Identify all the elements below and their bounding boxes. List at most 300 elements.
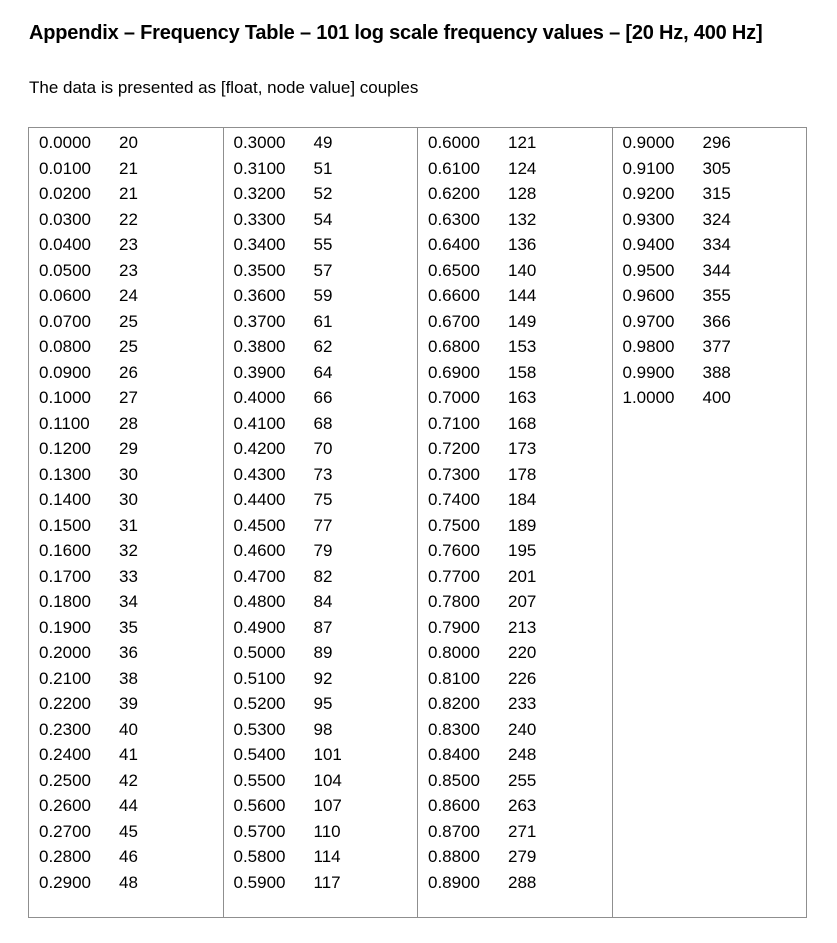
- float-value: 0.0400: [39, 235, 91, 254]
- table-row: [29, 615, 223, 641]
- float-value: 0.7500: [428, 515, 480, 535]
- float-value: 0.9100: [622, 158, 675, 178]
- node-value: 23: [119, 260, 138, 280]
- table-row: [224, 793, 418, 819]
- table-row: [418, 283, 612, 309]
- float-value: 0.0100: [39, 158, 91, 178]
- table-row: [224, 360, 418, 386]
- float-value: 0.4300: [233, 464, 286, 484]
- float-value: 0.2100: [39, 668, 91, 688]
- page-title: Appendix – Frequency Table – 101 log scale frequency values – [20 Hz, 400 Hz]: [29, 22, 763, 44]
- node-value: 54: [313, 209, 333, 229]
- node-value: 32: [119, 541, 138, 560]
- node-value: 23: [119, 235, 138, 254]
- table-row: [224, 207, 418, 233]
- float-value: 0.5000: [233, 643, 286, 662]
- node-value: 226: [508, 668, 537, 688]
- table-row: [613, 309, 807, 335]
- float-value: 0.3100: [233, 158, 286, 178]
- node-value: 271: [508, 821, 537, 841]
- table-row: [224, 411, 418, 437]
- node-value: 89: [313, 643, 333, 662]
- table-row: [418, 538, 612, 564]
- float-value: 0.6800: [428, 337, 480, 356]
- float-value: 0.1500: [39, 515, 91, 535]
- table-row: [418, 640, 612, 666]
- node-value: 366: [702, 311, 731, 331]
- table-row: [224, 513, 418, 539]
- table-row: [29, 232, 223, 258]
- table-row: [418, 742, 612, 768]
- table-row: [418, 436, 612, 462]
- node-value: 213: [508, 617, 537, 637]
- table-row: [418, 130, 612, 156]
- float-value: 0.6200: [428, 184, 480, 203]
- float-value: 0.6900: [428, 362, 480, 382]
- node-value: 84: [313, 592, 333, 611]
- table-row: [613, 334, 807, 360]
- node-value: 132: [508, 209, 537, 229]
- table-column-3: [417, 128, 612, 917]
- table-row: [418, 385, 612, 411]
- float-value: 0.4500: [233, 515, 286, 535]
- node-value: 98: [313, 719, 333, 739]
- table-row: [418, 666, 612, 692]
- table-row: [224, 717, 418, 743]
- float-value: 1.0000: [622, 388, 675, 407]
- table-row: [29, 411, 223, 437]
- node-value: 21: [119, 158, 138, 178]
- table-row: [613, 360, 807, 386]
- table-row: [224, 870, 418, 896]
- float-value: 0.4400: [233, 490, 286, 509]
- table-row: [29, 564, 223, 590]
- node-value: 61: [313, 311, 333, 331]
- node-value: 20: [119, 133, 138, 152]
- float-value: 0.1800: [39, 592, 91, 611]
- node-value: 46: [119, 847, 138, 866]
- table-row: [224, 309, 418, 335]
- node-value: 184: [508, 490, 537, 509]
- node-value: 34: [119, 592, 138, 611]
- float-value: 0.4900: [233, 617, 286, 637]
- node-value: 62: [313, 337, 333, 356]
- node-value: 30: [119, 464, 138, 484]
- float-value: 0.8900: [428, 872, 480, 892]
- float-value: 0.5500: [233, 770, 286, 790]
- float-value: 0.9300: [622, 209, 675, 229]
- float-value: 0.9200: [622, 184, 675, 203]
- float-value: 0.0000: [39, 133, 91, 152]
- table-column-4: [612, 128, 807, 917]
- table-row: [418, 691, 612, 717]
- float-value: 0.0200: [39, 184, 91, 203]
- table-row: [613, 181, 807, 207]
- node-value: 315: [702, 184, 731, 203]
- node-value: 42: [119, 770, 138, 790]
- table-row: [418, 819, 612, 845]
- table-row: [29, 742, 223, 768]
- node-value: 201: [508, 566, 537, 586]
- node-value: 59: [313, 286, 333, 305]
- float-value: 0.8200: [428, 694, 480, 713]
- node-value: 355: [702, 286, 731, 305]
- float-value: 0.7700: [428, 566, 480, 586]
- page-subtitle: The data is presented as [float, node value] couples: [29, 78, 419, 97]
- float-value: 0.2600: [39, 796, 91, 815]
- table-row: [418, 411, 612, 437]
- node-value: 44: [119, 796, 138, 815]
- table-row: [224, 640, 418, 666]
- float-value: 0.6500: [428, 260, 480, 280]
- node-value: 153: [508, 337, 537, 356]
- table-row: [29, 844, 223, 870]
- table-row: [29, 513, 223, 539]
- float-value: 0.1700: [39, 566, 91, 586]
- float-value: 0.6300: [428, 209, 480, 229]
- node-value: 22: [119, 209, 138, 229]
- table-row: [418, 462, 612, 488]
- float-value: 0.4200: [233, 439, 286, 458]
- float-value: 0.6100: [428, 158, 480, 178]
- table-column-1: [29, 128, 223, 917]
- table-row: [29, 156, 223, 182]
- float-value: 0.6400: [428, 235, 480, 254]
- table-row: [418, 258, 612, 284]
- node-value: 48: [119, 872, 138, 892]
- table-row: [418, 564, 612, 590]
- float-value: 0.0500: [39, 260, 91, 280]
- float-value: 0.1900: [39, 617, 91, 637]
- float-value: 0.7200: [428, 439, 480, 458]
- node-value: 189: [508, 515, 537, 535]
- node-value: 263: [508, 796, 537, 815]
- float-value: 0.9700: [622, 311, 675, 331]
- float-value: 0.7400: [428, 490, 480, 509]
- table-row: [224, 258, 418, 284]
- table-row: [224, 691, 418, 717]
- float-value: 0.5900: [233, 872, 286, 892]
- table-row: [224, 181, 418, 207]
- node-value: 334: [702, 235, 731, 254]
- table-row: [29, 589, 223, 615]
- float-value: 0.6600: [428, 286, 480, 305]
- float-value: 0.4100: [233, 413, 286, 433]
- table-row: [418, 589, 612, 615]
- node-value: 57: [313, 260, 333, 280]
- table-row: [613, 207, 807, 233]
- node-value: 233: [508, 694, 537, 713]
- node-value: 66: [313, 388, 333, 407]
- float-value: 0.7000: [428, 388, 480, 407]
- float-value: 0.1400: [39, 490, 91, 509]
- table-row: [418, 181, 612, 207]
- float-value: 0.0700: [39, 311, 91, 331]
- float-value: 0.8400: [428, 745, 480, 764]
- table-row: [29, 487, 223, 513]
- table-column-2: [223, 128, 418, 917]
- float-value: 0.8100: [428, 668, 480, 688]
- table-row: [29, 640, 223, 666]
- node-value: 240: [508, 719, 537, 739]
- node-value: 79: [313, 541, 333, 560]
- node-value: 39: [119, 694, 138, 713]
- node-value: 31: [119, 515, 138, 535]
- node-value: 158: [508, 362, 537, 382]
- table-row: [224, 666, 418, 692]
- float-value: 0.5400: [233, 745, 286, 764]
- node-value: 25: [119, 311, 138, 331]
- node-value: 26: [119, 362, 138, 382]
- float-value: 0.3600: [233, 286, 286, 305]
- float-value: 0.2500: [39, 770, 91, 790]
- node-value: 124: [508, 158, 537, 178]
- float-value: 0.8600: [428, 796, 480, 815]
- float-value: 0.6700: [428, 311, 480, 331]
- table-row: [224, 615, 418, 641]
- table-row: [418, 232, 612, 258]
- float-value: 0.9400: [622, 235, 675, 254]
- node-value: 207: [508, 592, 537, 611]
- node-value: 324: [702, 209, 731, 229]
- float-value: 0.0300: [39, 209, 91, 229]
- table-row: [29, 181, 223, 207]
- node-value: 95: [313, 694, 333, 713]
- table-row: [224, 819, 418, 845]
- node-value: 33: [119, 566, 138, 586]
- float-value: 0.7600: [428, 541, 480, 560]
- float-value: 0.8300: [428, 719, 480, 739]
- float-value: 0.3700: [233, 311, 286, 331]
- node-value: 36: [119, 643, 138, 662]
- table-row: [29, 283, 223, 309]
- node-value: 288: [508, 872, 537, 892]
- table-row: [613, 283, 807, 309]
- node-value: 75: [313, 490, 333, 509]
- node-value: 51: [313, 158, 333, 178]
- node-value: 52: [313, 184, 333, 203]
- node-value: 388: [702, 362, 731, 382]
- float-value: 0.5100: [233, 668, 286, 688]
- node-value: 168: [508, 413, 537, 433]
- node-value: 92: [313, 668, 333, 688]
- float-value: 0.2400: [39, 745, 91, 764]
- table-row: [29, 819, 223, 845]
- float-value: 0.3400: [233, 235, 286, 254]
- node-value: 28: [119, 413, 138, 433]
- float-value: 0.4800: [233, 592, 286, 611]
- table-row: [29, 309, 223, 335]
- float-value: 0.5700: [233, 821, 286, 841]
- node-value: 35: [119, 617, 138, 637]
- node-value: 107: [313, 796, 342, 815]
- table-row: [29, 360, 223, 386]
- node-value: 25: [119, 337, 138, 356]
- float-value: 0.4000: [233, 388, 286, 407]
- table-row: [29, 538, 223, 564]
- table-row: [29, 334, 223, 360]
- table-row: [224, 768, 418, 794]
- table-row: [224, 564, 418, 590]
- table-row: [224, 385, 418, 411]
- float-value: 0.8000: [428, 643, 480, 662]
- float-value: 0.0600: [39, 286, 91, 305]
- table-row: [224, 538, 418, 564]
- float-value: 0.3500: [233, 260, 286, 280]
- node-value: 255: [508, 770, 537, 790]
- node-value: 173: [508, 439, 537, 458]
- table-row: [613, 130, 807, 156]
- node-value: 114: [313, 847, 341, 866]
- float-value: 0.1200: [39, 439, 91, 458]
- float-value: 0.9600: [622, 286, 675, 305]
- float-value: 0.9900: [622, 362, 675, 382]
- table-row: [224, 156, 418, 182]
- node-value: 82: [313, 566, 333, 586]
- float-value: 0.3000: [233, 133, 286, 152]
- node-value: 128: [508, 184, 537, 203]
- float-value: 0.2900: [39, 872, 91, 892]
- table-row: [613, 156, 807, 182]
- node-value: 101: [313, 745, 342, 764]
- node-value: 117: [313, 872, 341, 892]
- table-row: [29, 768, 223, 794]
- node-value: 49: [313, 133, 333, 152]
- float-value: 0.8800: [428, 847, 480, 866]
- float-value: 0.3200: [233, 184, 286, 203]
- table-row: [224, 589, 418, 615]
- table-row: [29, 462, 223, 488]
- table-row: [418, 615, 612, 641]
- float-value: 0.7300: [428, 464, 480, 484]
- table-row: [224, 844, 418, 870]
- table-row: [613, 385, 807, 411]
- node-value: 41: [119, 745, 138, 764]
- table-row: [29, 717, 223, 743]
- node-value: 40: [119, 719, 138, 739]
- table-row: [29, 130, 223, 156]
- float-value: 0.5600: [233, 796, 286, 815]
- table-row: [29, 258, 223, 284]
- float-value: 0.8500: [428, 770, 480, 790]
- table-row: [224, 462, 418, 488]
- node-value: 121: [508, 133, 537, 152]
- float-value: 0.0800: [39, 337, 91, 356]
- table-row: [613, 258, 807, 284]
- node-value: 30: [119, 490, 138, 509]
- node-value: 195: [508, 541, 537, 560]
- node-value: 149: [508, 311, 537, 331]
- float-value: 0.5800: [233, 847, 286, 866]
- node-value: 29: [119, 439, 138, 458]
- float-value: 0.3300: [233, 209, 286, 229]
- node-value: 87: [313, 617, 333, 637]
- table-row: [418, 793, 612, 819]
- float-value: 0.7900: [428, 617, 480, 637]
- table-row: [29, 436, 223, 462]
- table-row: [418, 334, 612, 360]
- node-value: 144: [508, 286, 537, 305]
- frequency-table: [28, 127, 807, 918]
- table-row: [29, 207, 223, 233]
- table-row: [418, 360, 612, 386]
- float-value: 0.1100: [39, 413, 90, 433]
- node-value: 21: [119, 184, 138, 203]
- node-value: 55: [313, 235, 333, 254]
- float-value: 0.2800: [39, 847, 91, 866]
- table-row: [613, 232, 807, 258]
- float-value: 0.2000: [39, 643, 91, 662]
- float-value: 0.8700: [428, 821, 480, 841]
- node-value: 110: [313, 821, 341, 841]
- float-value: 0.9500: [622, 260, 675, 280]
- node-value: 27: [119, 388, 138, 407]
- float-value: 0.7100: [428, 413, 480, 433]
- table-row: [418, 870, 612, 896]
- float-value: 0.5300: [233, 719, 286, 739]
- table-row: [418, 717, 612, 743]
- node-value: 377: [702, 337, 731, 356]
- node-value: 136: [508, 235, 537, 254]
- node-value: 73: [313, 464, 333, 484]
- node-value: 24: [119, 286, 138, 305]
- table-row: [224, 487, 418, 513]
- float-value: 0.2300: [39, 719, 91, 739]
- table-row: [224, 436, 418, 462]
- float-value: 0.1600: [39, 541, 91, 560]
- float-value: 0.9000: [622, 133, 675, 152]
- float-value: 0.2200: [39, 694, 91, 713]
- float-value: 0.3900: [233, 362, 286, 382]
- node-value: 38: [119, 668, 138, 688]
- float-value: 0.1300: [39, 464, 91, 484]
- node-value: 45: [119, 821, 138, 841]
- table-row: [418, 513, 612, 539]
- table-row: [29, 385, 223, 411]
- node-value: 296: [702, 133, 731, 152]
- node-value: 140: [508, 260, 537, 280]
- table-row: [418, 207, 612, 233]
- table-row: [418, 768, 612, 794]
- node-value: 344: [702, 260, 731, 280]
- float-value: 0.1000: [39, 388, 91, 407]
- node-value: 163: [508, 388, 537, 407]
- table-row: [418, 309, 612, 335]
- table-row: [224, 283, 418, 309]
- float-value: 0.4600: [233, 541, 286, 560]
- table-row: [29, 870, 223, 896]
- table-row: [418, 844, 612, 870]
- node-value: 220: [508, 643, 537, 662]
- table-row: [29, 793, 223, 819]
- float-value: 0.0900: [39, 362, 91, 382]
- table-row: [418, 487, 612, 513]
- node-value: 64: [313, 362, 333, 382]
- table-row: [29, 666, 223, 692]
- float-value: 0.3800: [233, 337, 286, 356]
- node-value: 178: [508, 464, 537, 484]
- node-value: 104: [313, 770, 342, 790]
- table-row: [29, 691, 223, 717]
- node-value: 305: [702, 158, 731, 178]
- float-value: 0.4700: [233, 566, 286, 586]
- table-row: [224, 742, 418, 768]
- float-value: 0.2700: [39, 821, 91, 841]
- node-value: 77: [313, 515, 333, 535]
- table-row: [418, 156, 612, 182]
- table-row: [224, 232, 418, 258]
- table-row: [224, 130, 418, 156]
